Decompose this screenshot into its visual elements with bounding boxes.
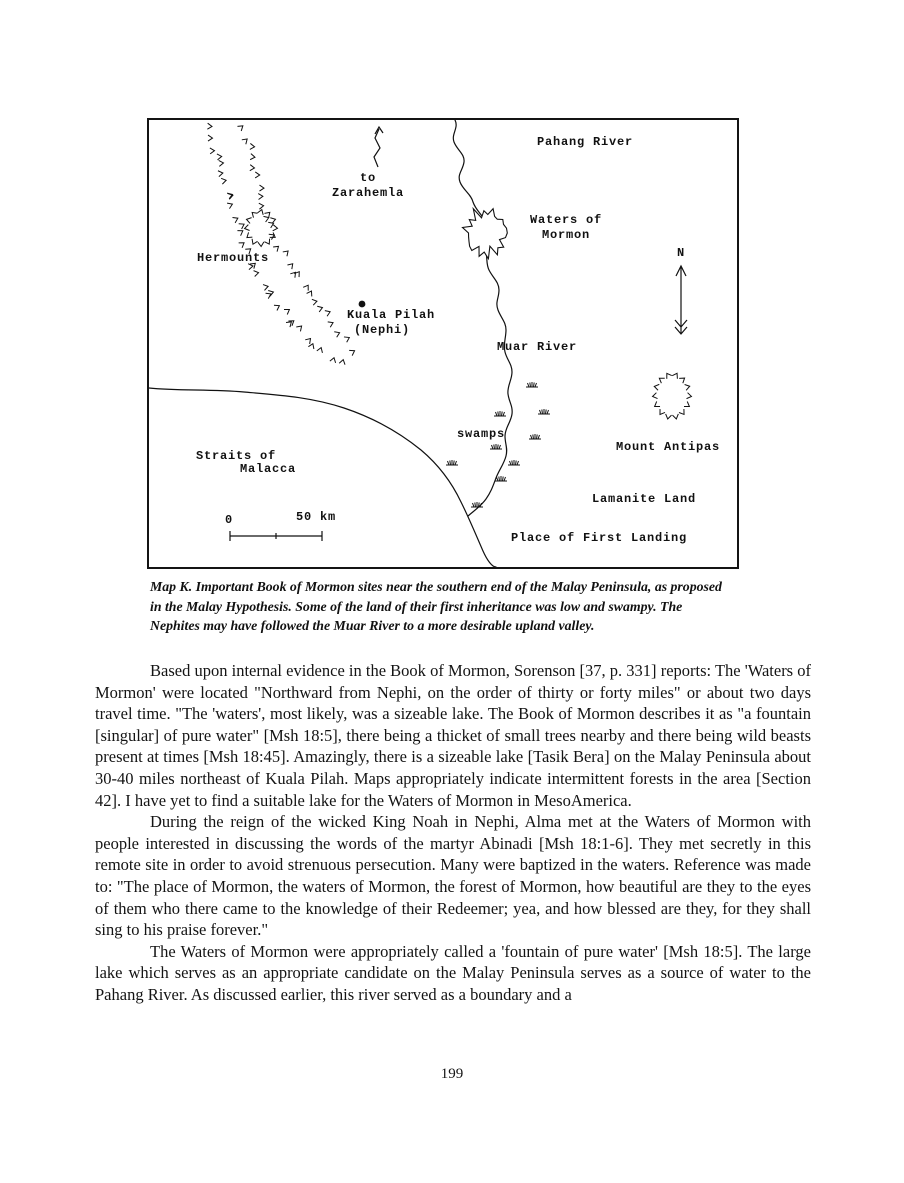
zarahemla-direction-arrow <box>374 127 383 167</box>
map-label-zarahemla: Zarahemla <box>332 186 405 200</box>
caption-line-2: in the Malay Hypothesis. Some of the land of their first inheritance was low and swampy. The <box>150 598 683 614</box>
caption-line-3: Nephites may have followed the Muar River to a more desirable upland valley. <box>150 618 595 633</box>
map-label-mount-antipas: Mount Antipas <box>616 440 721 454</box>
map-label-kuala-pilah: Kuala Pilah <box>347 308 436 322</box>
map-label-scale-zero: 0 <box>225 513 234 527</box>
scale-bar <box>230 531 322 541</box>
body-text <box>95 660 811 1006</box>
map-label-lamanite-land: Lamanite Land <box>592 492 697 506</box>
map-label-to: to <box>360 171 377 185</box>
paragraph-3: The Waters of Mormon were appropriately called a 'fountain of pure water' [Msh 18:5]. The large lake which serves as an appropriate candidate on the Malay Peninsula serves as a source of water to the Pahang River. As discussed earlier, this river served as a boundary and a <box>95 941 811 1004</box>
mountain-marks <box>207 123 692 419</box>
map-label-hermounts: Hermounts <box>197 251 270 265</box>
paragraph-2: During the reign of the wicked King Noah in Nephi, Alma met at the Waters of Mormon with people interested in discussing the words of the martyr Abinadi [Msh 18:1-6]. They met secretly in this remote site in order to avoid strenuous persecution. Many were baptized in the waters. Reference was made to: "The place of Mormon, the waters of Mormon, the forest of Mormon, how beautiful are they to the eyes of them who there came to the knowledge of their Redeemer; yea, and how blessed are they, for they shall sing to his praise forever." <box>95 812 811 940</box>
map-label-scale-fifty: 50 km <box>296 510 337 524</box>
map-label-malacca: Malacca <box>240 462 297 476</box>
swamp-symbols <box>446 382 550 507</box>
map-label-first-landing: Place of First Landing <box>511 531 688 545</box>
waters-of-mormon-lake <box>463 209 508 259</box>
map-label-pahang-river: Pahang River <box>537 135 634 149</box>
paragraph-1: Based upon internal evidence in the Book of Mormon, Sorenson [37, p. 331] reports: The 'Waters of Mormon' were located "Northward from Nephi, on the order of thirty or forty miles" or about two days travel time. "The 'waters', most likely, was a sizeable lake. The Book of Mormon describes it as "a fountain [singular] of pure water" [Msh 18:5], there being a thicket of small trees nearby and there being wild beasts present at times [Msh 18:45]. Amazingly, there is a sizeable lake [Tasik Bera] on the Malay Peninsula about 30-40 miles northeast of Kuala Pilah. Maps appropriately indicate intermittent forests in the area [Section 42]. I have yet to find a suitable lake for the Waters of Mormon in MesoAmerica. <box>95 661 811 810</box>
muar-river-line <box>468 248 512 516</box>
caption-line-1: Map K. Important Book of Mormon sites near the southern end of the Malay Peninsula, as proposed <box>150 579 722 594</box>
map-label-nephi: (Nephi) <box>354 323 411 337</box>
page-number: 199 <box>440 1066 464 1082</box>
map-label-waters-2: Mormon <box>542 228 591 242</box>
map-label-waters-1: Waters of <box>530 213 603 227</box>
map-label-swamps: swamps <box>457 427 506 441</box>
pahang-river-line <box>453 120 482 216</box>
figure-caption <box>150 577 790 636</box>
north-arrow <box>675 266 687 334</box>
map-label-muar-river: Muar River <box>497 340 578 354</box>
map-figure <box>147 118 739 569</box>
map-label-straits-1: Straits of <box>196 449 277 463</box>
kuala-pilah-marker <box>359 301 366 308</box>
map-label-north: N <box>677 246 686 260</box>
